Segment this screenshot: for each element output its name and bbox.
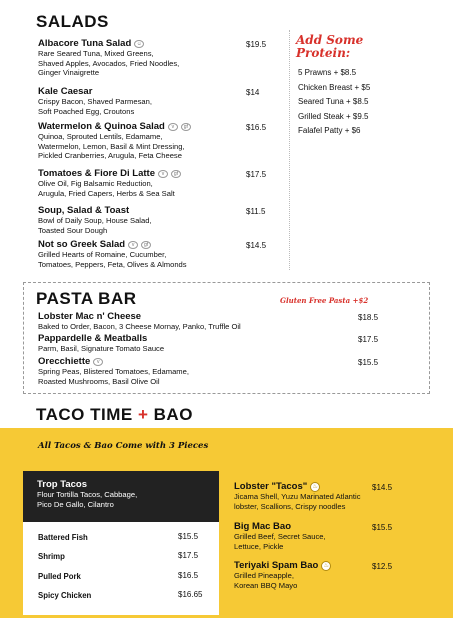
- menu-item: [38, 38, 179, 78]
- item-price: $17.5: [358, 335, 379, 344]
- gluten-free-icon: gf: [181, 123, 191, 131]
- item-name: Big Mac Bao: [234, 521, 292, 532]
- protein-option: Falafel Patty + $6: [298, 126, 361, 136]
- gluten-free-icon: gf: [141, 241, 151, 249]
- item-desc-line: Quinoa, Sprouted Lentils, Edamame,: [38, 132, 163, 141]
- item-price: $17.5: [246, 170, 267, 179]
- item-desc-line: Baked to Order, Bacon, 3 Cheese Mornay, Panko, Truffle Oil: [38, 322, 241, 331]
- item-name: Lobster Mac n' Cheese: [38, 311, 142, 322]
- taco-heading: [36, 405, 193, 425]
- menu-item: [38, 168, 181, 198]
- menu-item: [38, 121, 191, 161]
- taco-heading-part: BAO: [153, 405, 193, 424]
- item-name: Teriyaki Spam Bao: [234, 560, 319, 571]
- menu-item: [234, 521, 326, 551]
- item-desc-line: Ginger Vinaigrette: [38, 68, 100, 78]
- item-price: $15.5: [358, 358, 379, 367]
- protein-option: Chicken Breast + $5: [298, 82, 371, 92]
- item-desc-line: Korean BBQ Mayo: [234, 580, 298, 590]
- item-desc-line: Grilled Hearts of Romaine, Cucumber,: [38, 250, 167, 259]
- item-name: Pappardelle & Meatballs: [38, 333, 148, 344]
- trop-option-price: $16.5: [178, 571, 199, 580]
- menu-item: [38, 239, 187, 269]
- item-price: $14.5: [246, 241, 267, 250]
- vegetarian-icon: v: [128, 241, 138, 249]
- item-desc-line: Jicama Shell, Yuzu Marinated Atlantic: [234, 492, 361, 501]
- item-name: Orecchiette: [38, 356, 91, 367]
- trop-option-price: $17.5: [178, 551, 199, 560]
- protein-heading-line: Add Some: [296, 33, 364, 47]
- item-price: $11.5: [246, 207, 266, 216]
- trop-option-name: Pulled Pork: [38, 572, 81, 581]
- protein-heading: [296, 34, 363, 60]
- protein-option: Grilled Steak + $9.5: [298, 111, 369, 121]
- protein-option: 5 Prawns + $8.5: [298, 68, 357, 77]
- trop-option-price: $16.65: [178, 590, 203, 599]
- item-price: $18.5: [358, 313, 379, 322]
- item-desc-line: Spring Peas, Blistered Tomatoes, Edamame,: [38, 367, 189, 376]
- trop-option-name: Spicy Chicken: [38, 591, 92, 600]
- item-desc-line: Olive Oil, Fig Balsamic Reduction,: [38, 179, 153, 188]
- item-desc-line: lobster, Scallions, Crispy noodles: [234, 501, 346, 511]
- item-desc-line: Grilled Beef, Secret Sauce,: [234, 532, 326, 541]
- item-desc-line: Soft Poached Egg, Croutons: [38, 106, 135, 116]
- item-desc-line: Watermelon, Lemon, Basil & Mint Dressing,: [38, 141, 185, 151]
- trop-tacos-header: [23, 471, 219, 522]
- item-desc-line: Toasted Sour Dough: [38, 225, 108, 235]
- item-desc-line: Roasted Mushrooms, Basil Olive Oil: [38, 376, 160, 386]
- salads-heading: SALADS: [36, 12, 109, 31]
- item-price: $14.5: [372, 483, 393, 492]
- item-name: Watermelon & Quinoa Salad: [38, 121, 165, 132]
- menu-item: [38, 311, 241, 332]
- item-price: $15.5: [372, 523, 393, 532]
- menu-item: [234, 560, 331, 590]
- menu-item: [38, 205, 152, 235]
- vegetarian-icon: v: [93, 358, 103, 366]
- dietary-icon: ☺: [134, 40, 144, 48]
- item-name: Lobster "Tacos": [234, 481, 308, 492]
- item-price: $12.5: [372, 562, 393, 571]
- vegetarian-icon: v: [158, 170, 168, 178]
- menu-item: [38, 356, 189, 386]
- item-desc-line: Tomatoes, Peppers, Feta, Olives & Almonds: [38, 259, 187, 269]
- taco-pieces-note: All Tacos & Bao Come with 3 Pieces: [38, 441, 209, 451]
- item-desc-line: Rare Seared Tuna, Mixed Greens,: [38, 49, 154, 58]
- item-desc-line: Flour Tortilla Tacos, Cabbage,: [37, 490, 138, 499]
- spicy-icon: ♨: [321, 561, 331, 571]
- item-name: Albacore Tuna Salad: [38, 38, 132, 49]
- trop-option-name: Battered Fish: [38, 533, 88, 542]
- trop-option-name: Shrimp: [38, 552, 65, 561]
- protein-heading-line: Protein:: [296, 46, 351, 60]
- item-name: Kale Caesar: [38, 86, 93, 97]
- column-divider: [289, 30, 290, 270]
- item-desc-line: Arugula, Fried Capers, Herbs & Sea Salt: [38, 188, 175, 198]
- protein-option: Seared Tuna + $8.5: [298, 97, 369, 107]
- spicy-icon: ♨: [310, 482, 320, 492]
- item-desc-line: Parm, Basil, Signature Tomato Sauce: [38, 344, 165, 353]
- item-desc-line: Pico De Gallo, Cilantro: [37, 499, 114, 509]
- item-name: Tomatoes & Fiore Di Latte: [38, 168, 156, 179]
- taco-heading-part: TACO TIME: [36, 405, 133, 424]
- item-desc-line: Shaved Apples, Avocados, Fried Noodles,: [38, 58, 180, 68]
- item-desc-line: Pickled Cranberries, Arugula, Feta Cheese: [38, 151, 182, 161]
- item-desc-line: Crispy Bacon, Shaved Parmesan,: [38, 97, 152, 106]
- menu-item: [38, 86, 152, 116]
- item-price: $14: [246, 88, 260, 97]
- gluten-free-note: Gluten Free Pasta +$2: [280, 296, 369, 305]
- trop-option-price: $15.5: [178, 532, 199, 541]
- gluten-free-icon: gf: [171, 170, 181, 178]
- item-name: Soup, Salad & Toast: [38, 205, 130, 216]
- plus-symbol: +: [137, 405, 149, 424]
- item-price: $19.5: [246, 40, 267, 49]
- pasta-heading: PASTA BAR: [36, 289, 137, 308]
- menu-item: [38, 333, 164, 354]
- item-price: $16.5: [246, 123, 267, 132]
- item-desc-line: Grilled Pineapple,: [234, 571, 294, 580]
- item-desc-line: Lettuce, Pickle: [234, 541, 284, 551]
- item-desc-line: Bowl of Daily Soup, House Salad,: [38, 216, 152, 225]
- protein-list: [298, 66, 370, 139]
- vegetarian-icon: v: [168, 123, 178, 131]
- menu-item: [234, 481, 361, 511]
- item-name: Not so Greek Salad: [38, 239, 126, 250]
- item-name: Trop Tacos: [37, 479, 87, 490]
